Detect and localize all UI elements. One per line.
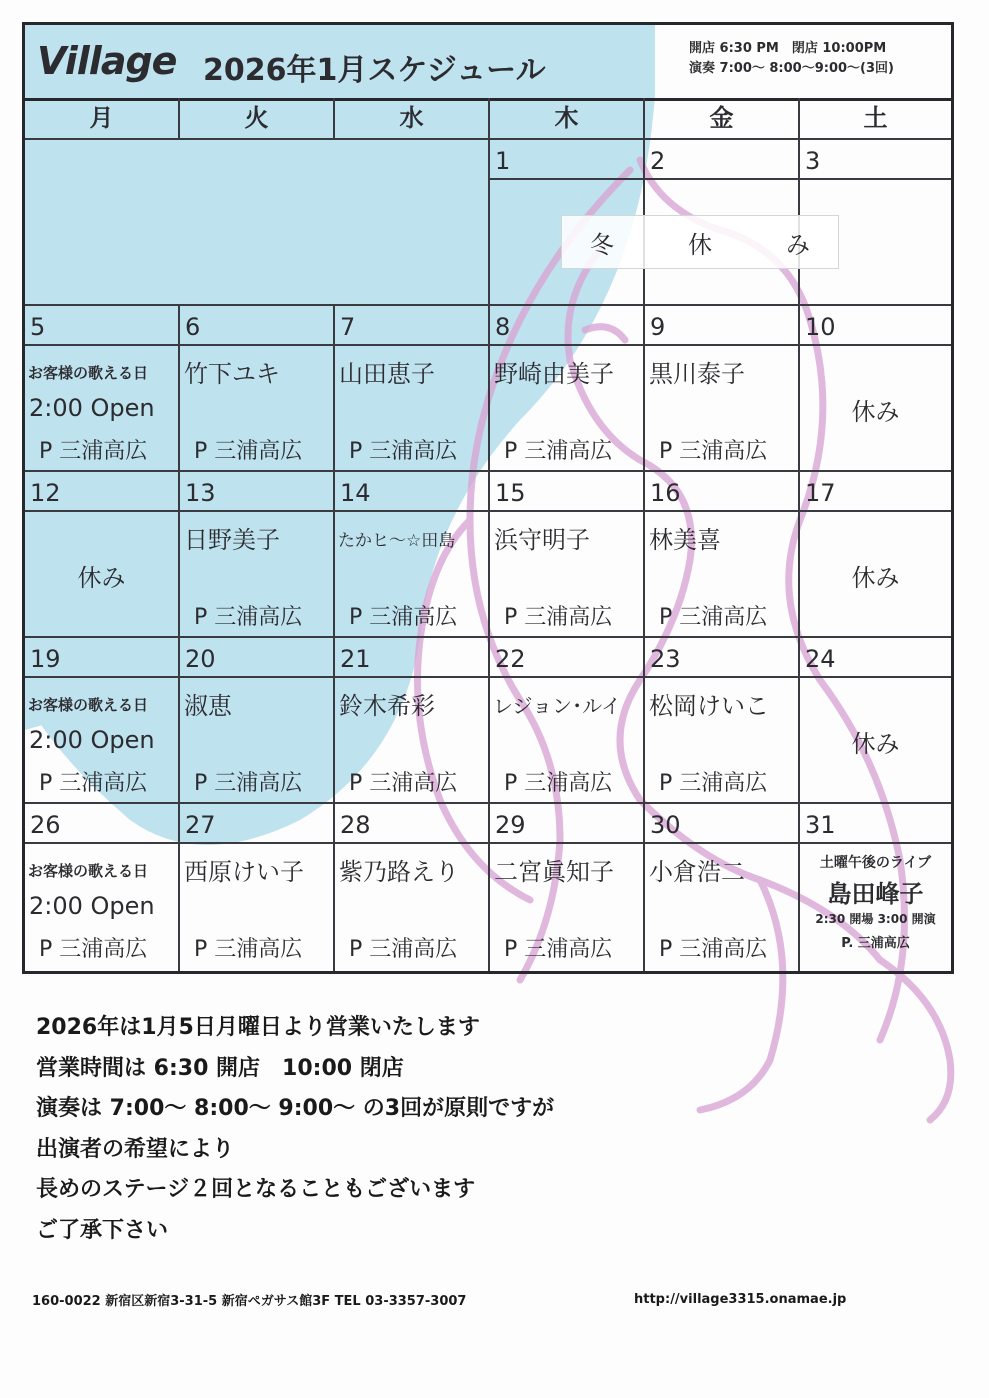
saturday-live-performer: 島田峰子: [827, 880, 924, 908]
performer: 紫乃路えり: [339, 858, 459, 886]
pianist: P 三浦高広: [349, 771, 458, 796]
schedule-calendar: [22, 22, 954, 974]
day-cell-26: [25, 804, 180, 971]
karaoke-day-label: お客様の歌える日: [28, 862, 149, 880]
day-cell-13: [180, 472, 335, 638]
performer: 西原けい子: [184, 858, 304, 886]
day-number: 7: [335, 306, 488, 346]
day-number: 17: [800, 472, 951, 512]
day-cell-19: [25, 638, 180, 804]
day-cell-20: [180, 638, 335, 804]
day-number: 19: [25, 638, 178, 678]
day-cell-27: [180, 804, 335, 971]
pianist: P 三浦高広: [349, 439, 458, 464]
weekday-mon: 月: [25, 98, 180, 140]
open-time: 2:00 Open: [29, 892, 155, 920]
performer: たかヒ～☆田島: [338, 531, 456, 551]
day-number: 29: [490, 804, 643, 844]
winter-break-char: 休: [688, 230, 712, 259]
day-cell-30: [645, 804, 800, 971]
pianist: P 三浦高広: [194, 605, 303, 630]
day-number: 1: [490, 140, 643, 180]
performer: 淑恵: [184, 692, 232, 720]
day-number: 23: [645, 638, 798, 678]
day-cell-15: [490, 472, 645, 638]
day-cell-9: [645, 306, 800, 472]
performer: 竹下ユキ: [184, 360, 280, 388]
notice-line: 演奏は 7:00～ 8:00～ 9:00～ の3回が原則ですが: [36, 1096, 555, 1121]
performer: 日野美子: [184, 526, 280, 554]
day-cell-31: [800, 804, 951, 971]
day-number: 21: [335, 638, 488, 678]
day-number: 26: [25, 804, 178, 844]
pianist: P 三浦高広: [659, 937, 768, 962]
pianist: P 三浦高広: [659, 771, 768, 796]
day-cell-28: [335, 804, 490, 971]
day-number: 9: [645, 306, 798, 346]
pianist: P 三浦高広: [194, 937, 303, 962]
weekday-wed: 水: [335, 98, 490, 140]
performer: 野崎由美子: [494, 360, 614, 388]
empty-days-cell: [25, 140, 490, 306]
notice-text: [36, 1008, 554, 1251]
day-cell-10: [800, 306, 951, 472]
pianist: P 三浦高広: [349, 937, 458, 962]
performance-sets: 演奏 7:00～ 8:00～9:00～(3回): [689, 61, 894, 76]
day-number: 6: [180, 306, 333, 346]
day-cell-22: [490, 638, 645, 804]
day-cell-12: [25, 472, 180, 638]
day-cell-24: [800, 638, 951, 804]
performer: 山田恵子: [339, 360, 435, 388]
day-cell-17: [800, 472, 951, 638]
pianist: P 三浦高広: [39, 771, 148, 796]
day-number: 5: [25, 306, 178, 346]
day-number: 8: [490, 306, 643, 346]
pianist: P 三浦高広: [194, 771, 303, 796]
pianist: P 三浦高広: [504, 605, 613, 630]
pianist: P 三浦高広: [349, 605, 458, 630]
calendar-header: [25, 25, 951, 101]
day-number: 16: [645, 472, 798, 512]
day-cell-5: [25, 306, 180, 472]
day-number: 3: [800, 140, 951, 180]
winter-break-banner: [561, 215, 839, 269]
performer: レジョン･ルイ: [493, 694, 622, 718]
day-cell-7: [335, 306, 490, 472]
opening-info: [689, 39, 894, 79]
pianist: P 三浦高広: [504, 439, 613, 464]
weekday-fri: 金: [645, 98, 800, 140]
pianist: P 三浦高広: [39, 439, 148, 464]
notice-line: 長めのステージ２回となることもございます: [36, 1177, 476, 1202]
day-number: 28: [335, 804, 488, 844]
weekday-thu: 木: [490, 98, 645, 140]
closed-label: 休み: [851, 730, 900, 758]
pianist: P 三浦高広: [39, 937, 148, 962]
performer: 松岡けいこ: [649, 692, 769, 720]
day-number: 20: [180, 638, 333, 678]
performer: 二宮眞知子: [494, 858, 614, 886]
saturday-live-pianist: P. 三浦高広: [841, 936, 910, 951]
day-number: 12: [25, 472, 178, 512]
footer-address: 160-0022 新宿区新宿3-31-5 新宿ペガサス館3F TEL 03-3357-3007: [32, 1294, 467, 1309]
notice-line: 営業時間は 6:30 開店 10:00 閉店: [36, 1055, 404, 1081]
performer: 小倉浩二: [649, 858, 745, 886]
day-number: 30: [645, 804, 798, 844]
karaoke-day-label: お客様の歌える日: [28, 364, 149, 382]
day-cell-29: [490, 804, 645, 971]
day-number: 10: [800, 306, 951, 346]
open-time: 2:00 Open: [29, 726, 155, 754]
day-number: 15: [490, 472, 643, 512]
day-number: 31: [800, 804, 951, 844]
pianist: P 三浦高広: [659, 439, 768, 464]
brand-logo: Village: [37, 39, 177, 83]
pianist: P 三浦高広: [504, 771, 613, 796]
day-cell-8: [490, 306, 645, 472]
performer: 浜守明子: [494, 526, 590, 554]
calendar-grid: [25, 98, 951, 971]
performer: 林美喜: [649, 526, 721, 554]
day-cell-6: [180, 306, 335, 472]
footer-url: http://village3315.onamae.jp: [634, 1292, 847, 1307]
pianist: P 三浦高広: [659, 605, 768, 630]
day-number: 13: [180, 472, 333, 512]
day-cell-21: [335, 638, 490, 804]
day-number: 22: [490, 638, 643, 678]
pianist: P 三浦高広: [504, 937, 613, 962]
notice-line: 2026年は1月5日月曜日より営業いたします: [36, 1015, 480, 1040]
page-title: 2026年1月スケジュール: [203, 53, 546, 88]
performer: 黒川泰子: [649, 360, 745, 388]
closed-label: 休み: [851, 564, 900, 592]
weekday-tue: 火: [180, 98, 335, 140]
saturday-live-time: 2:30 開場 3:00 開演: [815, 912, 936, 926]
notice-line: 出演者の希望により: [36, 1136, 235, 1162]
winter-break-char: み: [786, 230, 810, 259]
day-cell-23: [645, 638, 800, 804]
day-number: 2: [645, 140, 798, 180]
saturday-live-label: 土曜午後のライブ: [819, 855, 932, 871]
performer: 鈴木希彩: [339, 692, 435, 720]
day-cell-14: [335, 472, 490, 638]
weekday-sat: 土: [800, 98, 951, 140]
notice-line: ご了承下さい: [36, 1217, 169, 1243]
open-time: 2:00 Open: [29, 394, 155, 422]
day-number: 27: [180, 804, 333, 844]
karaoke-day-label: お客様の歌える日: [28, 696, 149, 714]
day-number: 24: [800, 638, 951, 678]
business-hours: 開店 6:30 PM 閉店 10:00PM: [689, 41, 887, 56]
closed-label: 休み: [851, 398, 900, 426]
closed-label: 休み: [77, 564, 126, 592]
day-number: 14: [335, 472, 488, 512]
day-cell-16: [645, 472, 800, 638]
pianist: P 三浦高広: [194, 439, 303, 464]
winter-break-char: 冬: [590, 230, 614, 259]
